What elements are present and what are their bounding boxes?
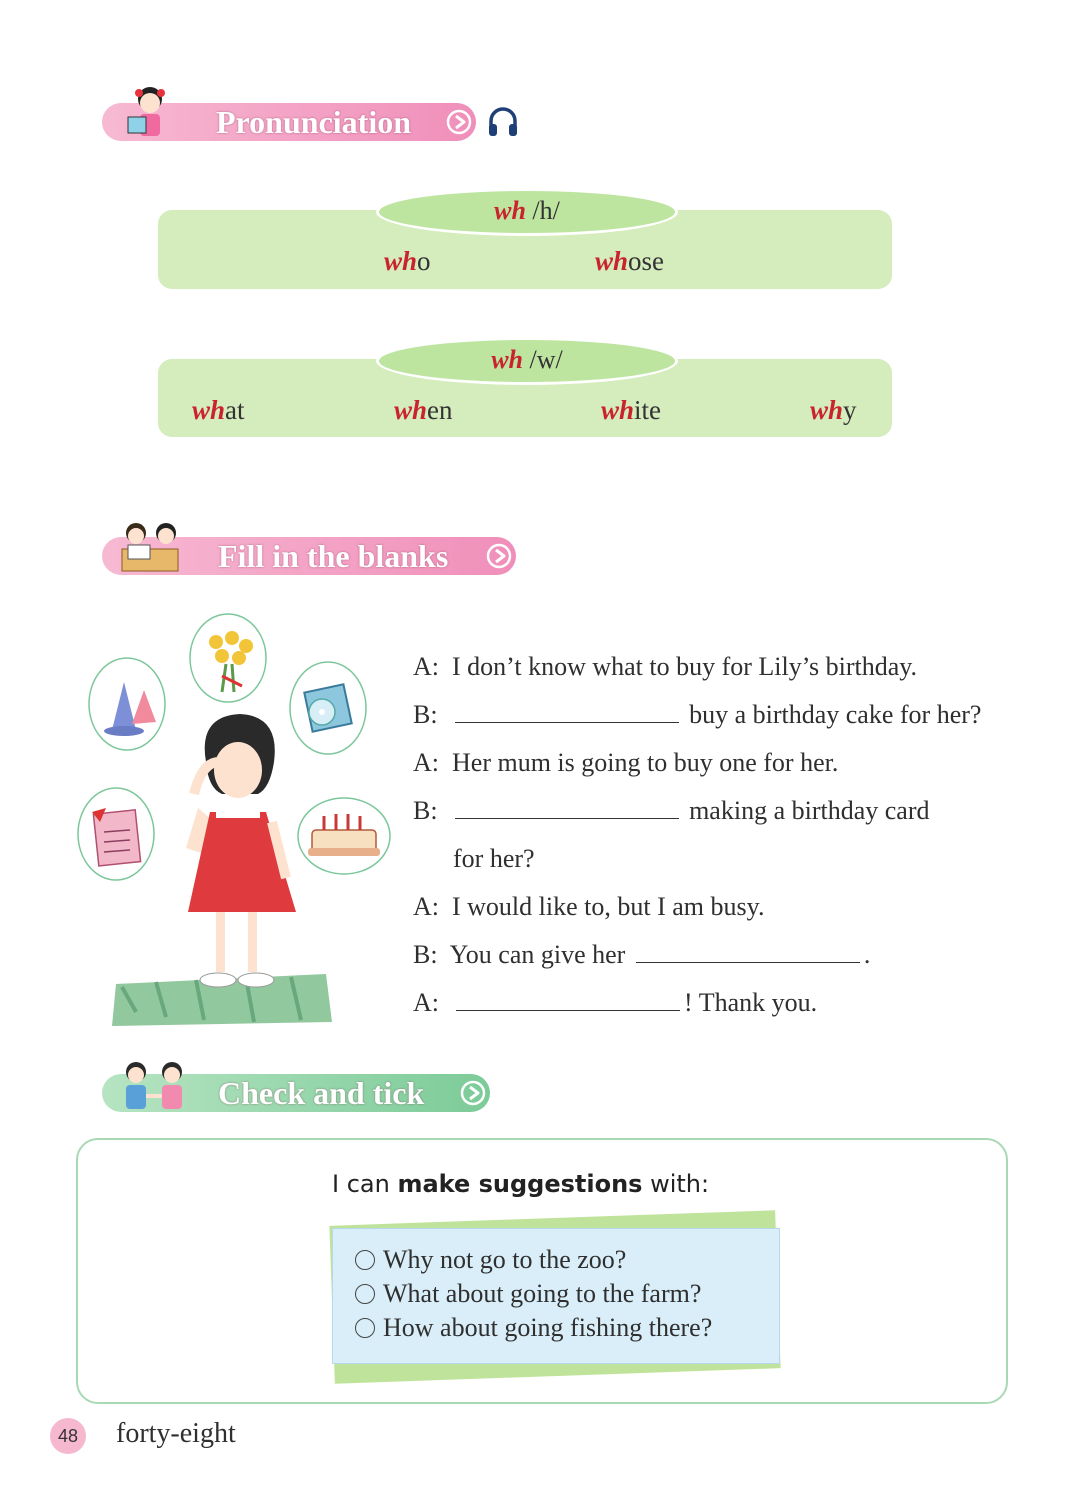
blank-input[interactable]: [636, 940, 860, 963]
fill-blanks-title: Fill in the blanks: [218, 538, 449, 574]
radio-button[interactable]: [355, 1318, 375, 1338]
blank-input[interactable]: [456, 988, 680, 1011]
radio-button[interactable]: [355, 1250, 375, 1270]
play-icon[interactable]: [486, 543, 512, 569]
birthday-ideas-illustration: [76, 612, 396, 1034]
radio-button[interactable]: [355, 1284, 375, 1304]
play-icon[interactable]: [446, 109, 472, 135]
girl-illustration: [186, 714, 296, 987]
page-word: forty-eight: [116, 1418, 236, 1449]
dialogue-line-6: A: I would like to, but I am busy.: [413, 892, 765, 921]
dialogue-line-8: A: ! Thank you.: [413, 988, 818, 1017]
check-tick-title: Check and tick: [218, 1075, 425, 1111]
phonics-heading-h: wh /h/: [376, 188, 678, 236]
flowers-icon: [190, 614, 266, 702]
blank-input[interactable]: [455, 700, 679, 723]
phonics-heading-w: wh /w/: [376, 337, 678, 385]
dialogue-line-1: A: I don’t know what to buy for Lily’s birthday.: [413, 652, 918, 681]
option-item[interactable]: How about going fishing there?: [355, 1313, 712, 1343]
dialogue-line-2: B: buy a birthday cake for her?: [413, 700, 982, 729]
phonics-word-when: when: [394, 395, 453, 425]
phonics-word-why: why: [810, 395, 857, 425]
kids-reading-illustration: [116, 519, 190, 577]
blank-input[interactable]: [455, 796, 679, 819]
pronunciation-banner: [102, 103, 476, 141]
page-number: 48: [50, 1418, 86, 1454]
cd-icon: [290, 662, 366, 754]
card-icon: [78, 788, 154, 880]
pronunciation-title: Pronunciation: [216, 104, 411, 140]
cake-icon: [298, 798, 390, 874]
party-hat-icon: [89, 658, 165, 750]
dialogue-line-4: B: making a birthday card: [413, 796, 930, 825]
option-item[interactable]: Why not go to the zoo?: [355, 1245, 626, 1275]
dialogue-line-3: A: Her mum is going to buy one for her.: [413, 748, 839, 777]
check-prompt: I can make suggestions with:: [332, 1170, 710, 1198]
play-icon[interactable]: [460, 1080, 486, 1106]
check-tick-banner: [102, 1074, 490, 1112]
option-item[interactable]: What about going to the farm?: [355, 1279, 701, 1309]
options-box: [332, 1228, 780, 1364]
kids-holding-hands-illustration: [112, 1058, 196, 1116]
reading-girl-illustration: [120, 83, 180, 145]
phonics-word-white: white: [601, 395, 662, 425]
check-panel: [76, 1138, 1008, 1404]
fill-blanks-banner: [102, 537, 516, 575]
dialogue-line-5: for her?: [453, 844, 535, 873]
phonics-word-who: who: [384, 246, 431, 276]
dialogue-line-7: B: You can give her .: [413, 940, 871, 969]
phonics-word-whose: whose: [595, 246, 665, 276]
headphones-icon[interactable]: [486, 105, 520, 139]
phonics-word-what: what: [192, 395, 245, 425]
